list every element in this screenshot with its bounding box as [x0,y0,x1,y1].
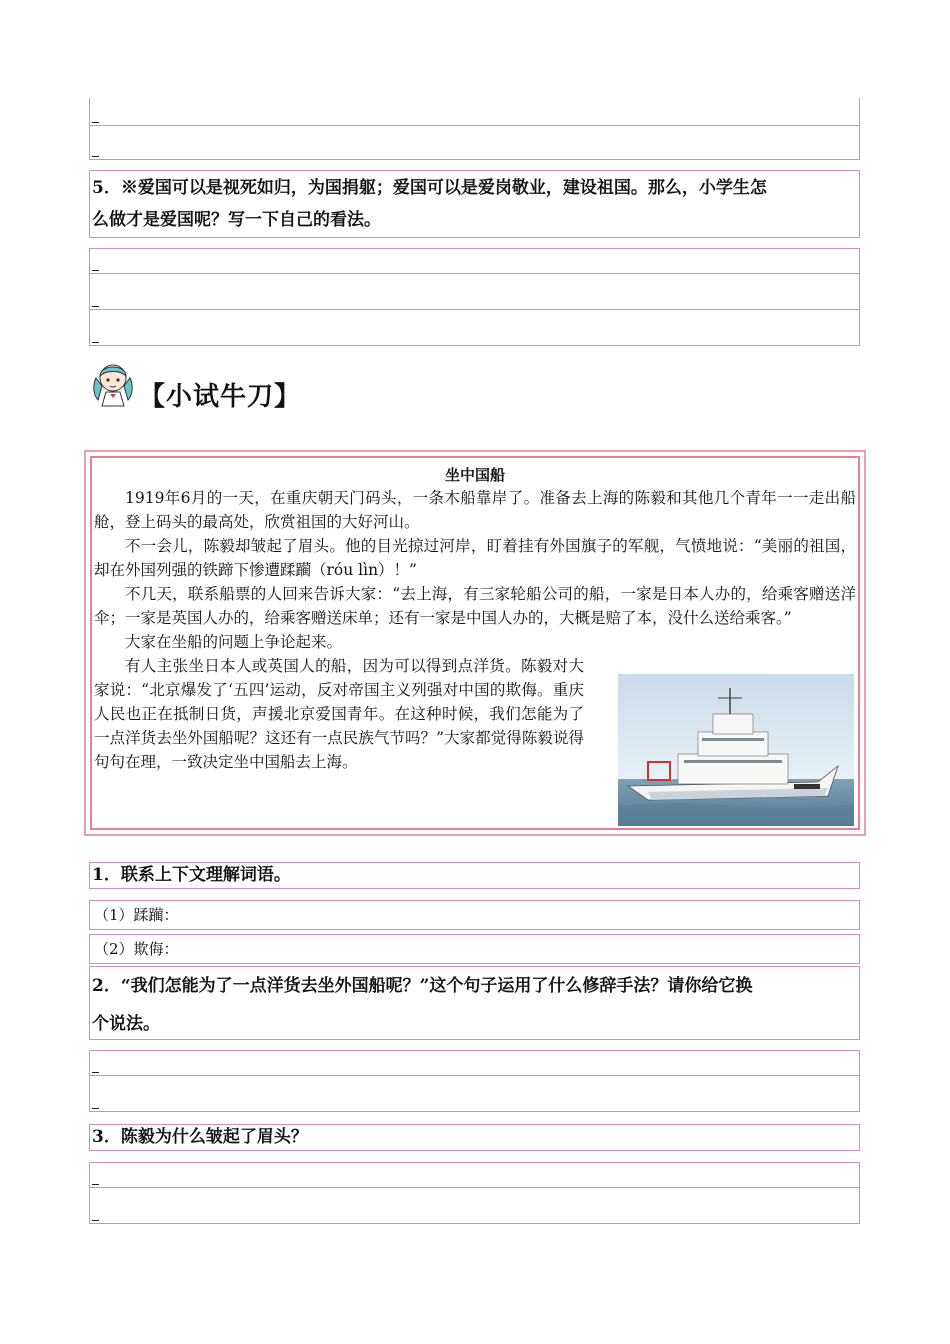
question-1-sub1[interactable] [89,900,860,930]
passage-paragraph: 大家在坐船的问题上争论起来。 [125,633,343,651]
passage-title: 坐中国船 [444,466,505,484]
answer-line[interactable] [89,1076,860,1112]
answer-line[interactable] [89,248,860,274]
girl-avatar-icon [90,356,136,408]
answer-line[interactable] [89,310,860,346]
question-2 [89,966,860,1040]
passage-paragraph: 不几天，联系船票的人回来告诉大家：“去上海，有三家轮船公司的船，一家是日本人办的，给乘客赠送洋伞；一家是英国人办的，给乘客赠送床单；还有一家是中国人办的，大概是赔了本，没什么送给乘客。” [94,585,856,627]
answer-line[interactable] [89,1188,860,1224]
answer-line[interactable] [89,1050,860,1076]
reading-passage [84,450,866,836]
question-5-line1: 5．※爱国可以是视死如归，为国捐躯；爱国可以是爱岗敬业，建设祖国。那么，小学生怎 [92,178,767,198]
question-2-line2: 个说法。 [92,1014,160,1034]
answer-line[interactable] [89,98,860,126]
section-title: 【小试牛刀】 [139,382,302,412]
answer-line[interactable] [89,126,860,160]
ship-photo [618,674,854,826]
question-1 [89,862,860,889]
question-3-text: 3．陈毅为什么皱起了眉头？ [92,1127,308,1147]
passage-paragraph: 有人主张坐日本人或英国人的船，因为可以得到点洋货。陈毅对大家说：“北京爆发了‘五四’运动，反对帝国主义列强对中国的欺侮。重庆人民也正在抵制日货，声援北京爱国青年。在这种时候，我们怎能为了一点洋货去坐外国船呢？这还有一点民族气节吗？”大家都觉得陈毅说得句句在理，一致决定坐中国船去上海。 [94,657,584,771]
question-1-sub1-label: （1）蹂躏： [94,906,179,924]
question-5-line2: 么做才是爱国呢？写一下自己的看法。 [92,210,381,230]
question-1-sub2-label: （2）欺侮： [94,940,179,958]
question-3 [89,1124,860,1151]
question-5 [89,170,860,238]
passage-paragraph: 1919年6月的一天，在重庆朝天门码头，一条木船靠岸了。准备去上海的陈毅和其他几个青年一一走出船舱，登上码头的最高处，欣赏祖国的大好河山。 [94,489,856,531]
question-2-line1: 2．“我们怎能为了一点洋货去坐外国船呢？”这个句子运用了什么修辞手法？请你给它换 [92,976,753,996]
passage-paragraph: 不一会儿，陈毅却皱起了眉头。他的目光掠过河岸，盯着挂有外国旗子的军舰，气愤地说：“美丽的祖国，却在外国列强的铁蹄下惨遭蹂躏（róu lìn）！” [94,537,856,579]
question-1-text: 1．联系上下文理解词语。 [92,865,291,885]
answer-line[interactable] [89,1162,860,1188]
question-1-sub2[interactable] [89,934,860,964]
answer-line[interactable] [89,274,860,310]
